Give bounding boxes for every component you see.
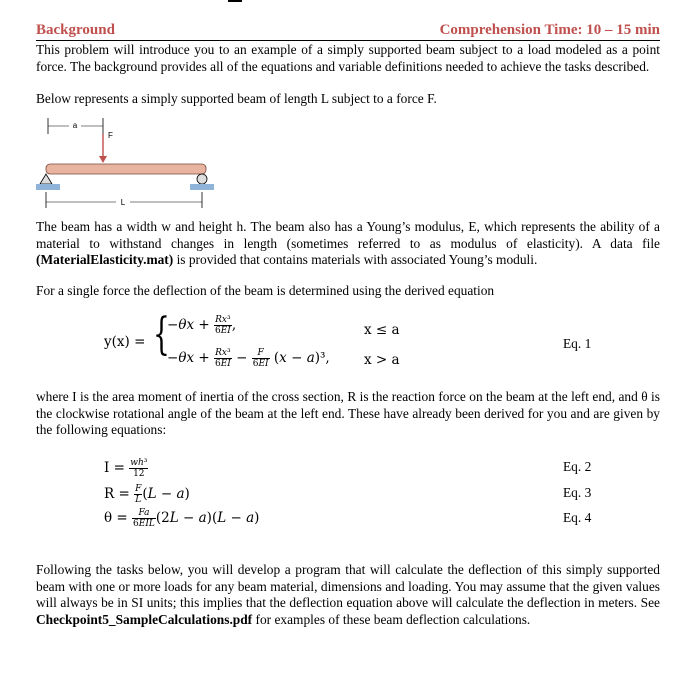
L-label: L bbox=[120, 198, 126, 207]
page-top-mark bbox=[228, 0, 242, 2]
eq1-case1-condition: x ≤ a bbox=[364, 322, 400, 338]
a-label: a bbox=[72, 121, 78, 130]
eq2-formula: I = $\frac{\text{wh³}}{12}$ bbox=[104, 458, 148, 479]
force-arrow-head bbox=[99, 156, 107, 163]
eq1-brace: { bbox=[153, 309, 170, 360]
material-file-name: (MaterialElasticity.mat) bbox=[36, 252, 174, 267]
beam bbox=[46, 164, 206, 174]
eq1-case1: −θx + $\frac{\text{Rx³}}{6EI}$ , bbox=[167, 315, 237, 336]
beam-properties-paragraph bbox=[36, 219, 660, 269]
left-pin-support bbox=[40, 174, 52, 184]
eq4-formula: θ = $\frac{Fa}{\text{6EIL}}$ (2L − a)(L − a) bbox=[104, 508, 260, 529]
right-ground bbox=[190, 184, 214, 190]
eq3-formula: R = $\frac{F}{L}$ (L − a) bbox=[104, 484, 190, 505]
eq1-case2-condition: x > a bbox=[364, 352, 400, 368]
eq1-case2: −θx + $\frac{\text{Rx³}}{6EI}$ − $\frac{F}{6EI}$ (x − a)³, bbox=[167, 348, 330, 369]
deflection-intro-paragraph: For a single force the deflection of the beam is determined using the derived equation bbox=[36, 283, 495, 298]
variable-definitions-paragraph: where I is the area moment of inertia of the cross section, R is the reaction force on the beam at the left end, and θ is the clockwise rotational angle of the beam at the left end. These have already been derived for you and are given by the following equations: bbox=[36, 389, 660, 437]
eq3-lhs: R = bbox=[104, 486, 130, 502]
beam-diagram bbox=[36, 116, 216, 212]
section-header bbox=[36, 22, 660, 41]
intro-paragraph: This problem will introduce you to an example of a simply supported beam subject to a load modeled as a point force. The background provides all of the equations and variable definitions needed to achieve the tasks described. bbox=[36, 42, 660, 74]
right-roller-support bbox=[197, 174, 207, 184]
eq2-lhs: I = bbox=[104, 460, 125, 476]
tasks-text-b: for examples of these beam deflection calculations. bbox=[252, 611, 531, 627]
eq4-lhs: θ = bbox=[104, 510, 128, 526]
beam-intro-paragraph: Below represents a simply supported beam of length L subject to a force F. bbox=[36, 91, 437, 106]
eq3-label: Eq. 3 bbox=[563, 485, 592, 500]
eq4-label: Eq. 4 bbox=[563, 510, 592, 525]
section-title: Background bbox=[36, 22, 115, 38]
eq2-label: Eq. 2 bbox=[563, 459, 592, 474]
eq1-lhs: y(x) = bbox=[104, 334, 146, 350]
eq1-label: Eq. 1 bbox=[563, 336, 592, 351]
beam-properties-text-a: The beam has a width w and height h. The beam also has a Young’s modulus, E, which represents the ability of a material to withstand changes in length (sometimes referred to as modulus of elasticity). A data file bbox=[36, 219, 660, 251]
sample-calculations-file: Checkpoint5_SampleCalculations.pdf bbox=[36, 611, 253, 627]
tasks-text-a: Following the tasks below, you will develop a program that will calculate the deflection of this simply supported beam with one or more loads for any beam material, dimensions and loading. You may assume that the given values will always be in SI units; this implies that the deflection equation above will calculate the deflection in meters. See bbox=[36, 562, 660, 610]
force-label: F bbox=[108, 131, 113, 140]
beam-properties-text-b: is provided that contains materials with associated Young’s moduli. bbox=[173, 252, 538, 267]
comprehension-time: Comprehension Time: 10 – 15 min bbox=[439, 22, 660, 38]
tasks-paragraph bbox=[36, 562, 660, 628]
left-ground bbox=[36, 184, 60, 190]
